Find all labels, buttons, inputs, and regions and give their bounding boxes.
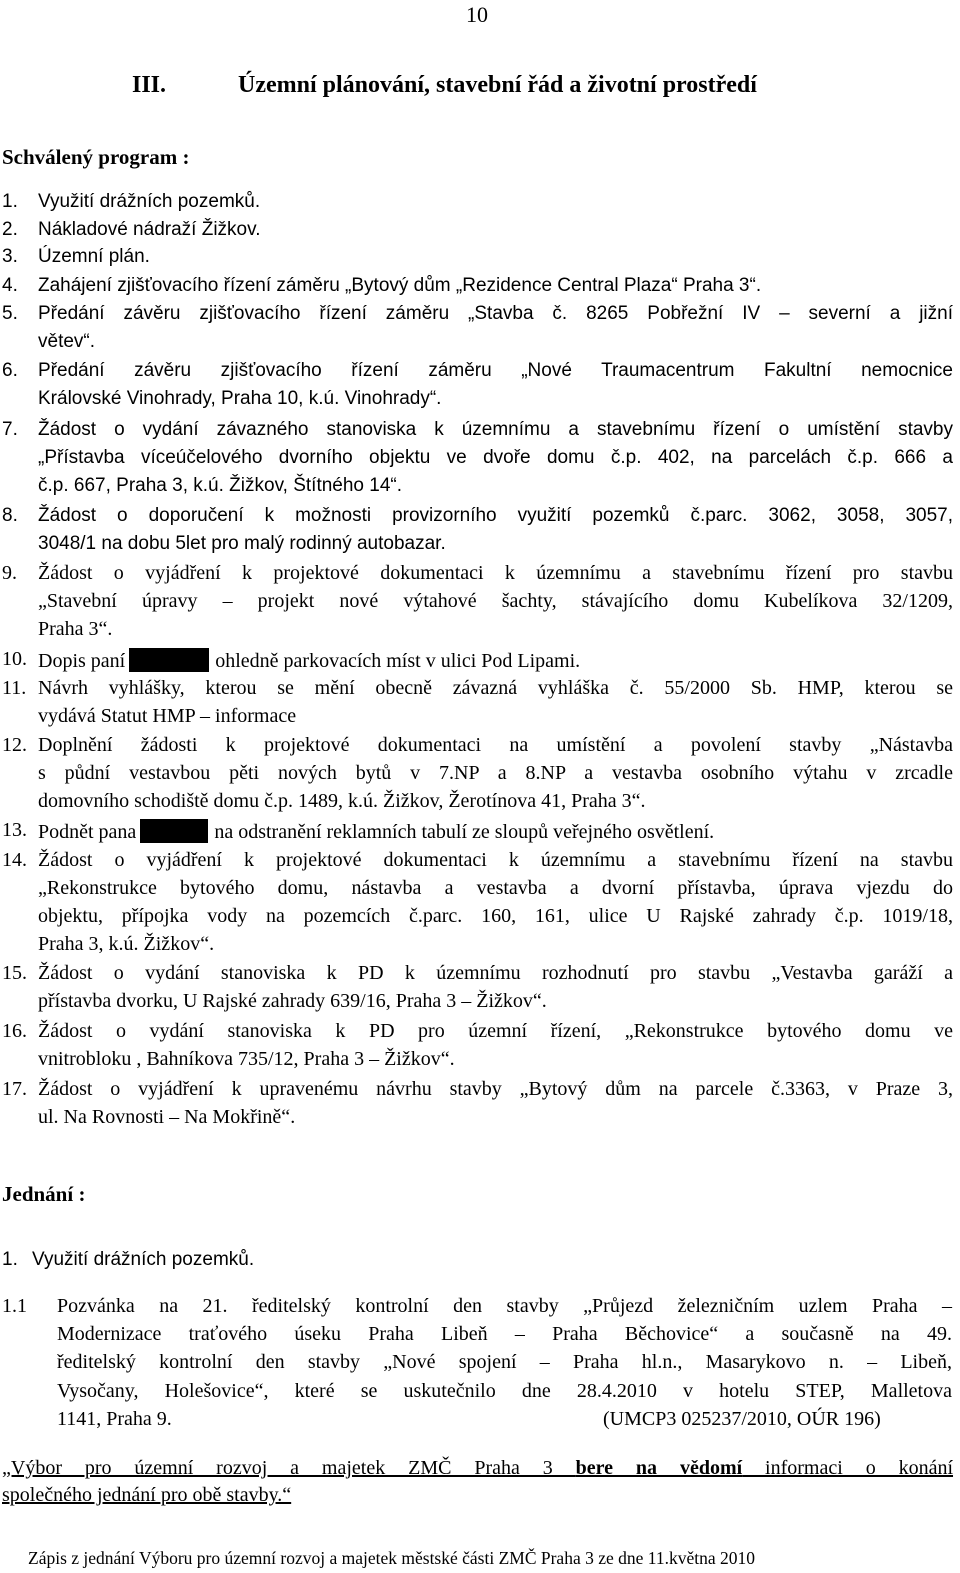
program-item-line: domovního schodiště domu č.p. 1489, k.ú. Žižkov, Žerotínova 41, Praha 3“. [38,790,646,812]
program-item-line: „Rekonstrukce bytového domu, nástavba a vestavba a dvorní přístavba, úprava vjezdu do [38,877,953,899]
program-item-line: Žádost o vyjádření k projektové dokumentaci k územnímu a stavebnímu řízení na stavbu [38,849,953,871]
program-item-number: 5. [2,303,18,324]
program-item-line: Žádost o vydání závazného stanoviska k územnímu a stavebnímu řízení o umístění stavby [38,419,953,440]
meeting-item-number: 1. [2,1249,18,1270]
meeting-item-text: Využití drážních pozemků. [32,1249,255,1270]
program-item-number: 3. [2,246,18,267]
resolution-line-2: společného jednání pro obě stavby.“ [2,1484,292,1506]
resolution-line-1: „Výbor pro územní rozvoj a majetek ZMČ Praha 3 bere na vědomí informaci o konání [2,1457,954,1479]
subitem-line: 1141, Praha 9. [57,1408,172,1430]
redacted-name [129,648,209,672]
program-item-line: Předání závěru zjišťovacího řízení záměru „Stavba č. 8265 Pobřežní IV – severní a jižní [38,303,953,324]
program-item-line: Královské Vinohrady, Praha 10, k.ú. Vinohrady“. [38,388,442,409]
subitem-line: ředitelský kontrolní den stavby „Nové spojení – Praha hl.n., Masarykovo n. – Libeň, [57,1351,952,1373]
program-item-line: Dopis paní ohledně parkovacích míst v ulici Pod Lipami. [38,650,581,672]
program-item-line: Žádost o doporučení k možnosti provizorního využití pozemků č.parc. 3062, 3058, 3057, [38,505,953,526]
program-item-line: objektu, přípojka vody na pozemcích č.parc. 160, 161, ulice U Rajské zahrady č.p. 1019/18, [38,905,953,927]
program-item-line: Využití drážních pozemků. [38,191,261,212]
program-item-number: 9. [2,562,17,584]
program-item-number: 8. [2,505,18,526]
program-item-line: č.p. 667, Praha 3, k.ú. Žižkov, Štítného 14“. [38,475,403,496]
program-item-line: Praha 3, k.ú. Žižkov“. [38,933,215,955]
section-heading [132,72,757,99]
program-item-number: 1. [2,191,18,212]
page-footer: Zápis z jednání Výboru pro územní rozvoj a majetek městské části ZMČ Praha 3 ze dne 11.května 2010 [28,1548,756,1568]
program-item-line: Žádost o vydání stanoviska k PD pro územní řízení, „Rekonstrukce bytového domu ve [38,1020,953,1042]
program-item-line: Žádost o vyjádření k projektové dokumentaci k územnímu a stavebnímu řízení pro stavbu [38,562,953,584]
program-item-line: Návrh vyhlášky, kterou se mění obecně závazná vyhláška č. 55/2000 Sb. HMP, kterou se [38,677,953,699]
program-item-number: 16. [2,1020,27,1042]
subitem-line: Vysočany, Holešovice“, které se uskutečnilo dne 28.4.2010 v hotelu STEP, Malletova [57,1380,952,1402]
program-item-number: 4. [2,275,18,296]
program-item-line: „Stavební úpravy – projekt nové výtahové šachty, stávajícího domu Kubelíkova 32/1209, [38,590,953,612]
program-item-number: 17. [2,1078,27,1100]
program-item-number: 15. [2,962,27,984]
program-item-line: Žádost o vydání stanoviska k PD k územnímu rozhodnutí pro stavbu „Vestavba garáží a [38,962,953,984]
program-item-line: přístavba dvorku, U Rajské zahrady 639/16, Praha 3 – Žižkov“. [38,990,547,1012]
program-item-number: 10. [2,648,27,670]
resolution [2,1457,953,1507]
program-item-number: 11. [2,677,27,699]
redacted-name [140,819,208,843]
program-item-number: 12. [2,734,27,756]
program-item-line: Územní plán. [38,246,150,267]
program-item-line: Předání závěru zjišťovacího řízení záměru „Nové Traumacentrum Fakultní nemocnice [38,360,953,381]
program-item-line: Žádost o vyjádření k upravenému návrhu stavby „Bytový dům na parcele č.3363, v Praze 3, [38,1078,953,1100]
program-item-line: 3048/1 na dobu 5let pro malý rodinný autobazar. [38,533,446,554]
program-item-line: Podnět pana na odstranění reklamních tabulí ze sloupů veřejného osvětlení. [38,821,715,843]
program-item-line: „Přístavba víceúčelového dvorního objektu ve dvoře domu č.p. 402, na parcelách č.p. 666 a [38,447,953,468]
program-item-line: Praha 3“. [38,618,113,640]
program-item-number: 14. [2,849,27,871]
program-item-line: Nákladové nádraží Žižkov. [38,219,261,240]
program-item-number: 13. [2,819,27,841]
program-item-line: s půdní vestavbou pěti nových bytů v 7.NP a 8.NP a vestavba osobního výtahu v zrcadle [38,762,953,784]
subitem-reference: (UMCP3 025237/2010, OÚR 196) [603,1408,881,1430]
section-roman-numeral: III. [132,72,167,98]
program-item-line: vydává Statut HMP – informace [38,705,297,727]
page-number: 10 [466,2,488,27]
section-title: Územní plánování, stavební řád a životní prostředí [238,72,757,98]
program-heading: Schválený program : [2,145,190,169]
subitem-line: Modernizace traťového úseku Praha Libeň – Praha Běchovice“ a současně na 49. [57,1323,952,1345]
program-item-line: vnitrobloku , Bahníkova 735/12, Praha 3 – Žižkov“. [38,1048,455,1070]
subitem-line: Pozvánka na 21. ředitelský kontrolní den stavby „Průjezd železničním uzlem Praha – [57,1295,952,1317]
subitem-number: 1.1 [2,1295,27,1317]
meeting-heading: Jednání : [2,1182,86,1206]
program-item-line: větev“. [38,331,96,352]
program-item-line: ul. Na Rovnosti – Na Mokřině“. [38,1106,296,1128]
resolution-emphasis: bere na vědomí [575,1457,743,1479]
program-item-number: 6. [2,360,18,381]
program-item-number: 2. [2,219,18,240]
meeting-item [2,1249,255,1271]
program-item-line: Doplnění žádosti k projektové dokumentaci na umístění a povolení stavby „Nástavba [38,734,953,756]
program-item-number: 7. [2,419,18,440]
program-item-line: Zahájení zjišťovacího řízení záměru „Bytový dům „Rezidence Central Plaza“ Praha 3“. [38,275,762,296]
